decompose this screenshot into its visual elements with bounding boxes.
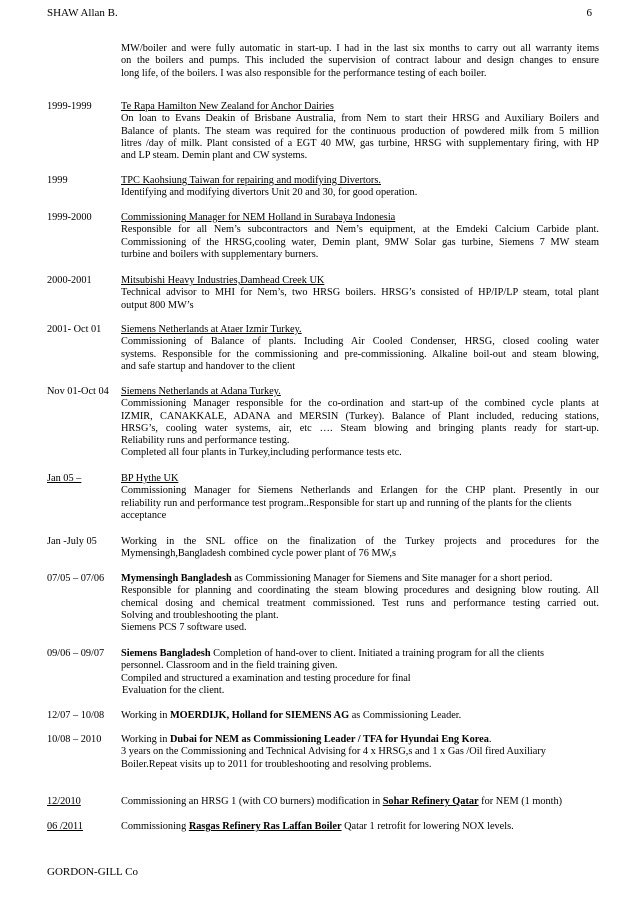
entry-line: Commissioning Manager for Siemens Netherlands and Erlangen for the CHP plant. Presently in our [121, 485, 599, 497]
entry-line: On loan to Evans Deakin of Brisbane Australia, from Nem to start their HRSG and Auxiliary Boilers and [121, 113, 599, 125]
intro-line: long life, of the boilers. I was also responsible for the performance testing of each boiler. [121, 67, 487, 79]
entry-line: Balance of plants. The steam was required for the continuous production of powdered milk from 5 million [121, 125, 599, 137]
entry-post: for NEM (1 month) [478, 796, 563, 807]
entry-date: Jan 05 – [47, 473, 82, 484]
entry-line: Working in the SNL office on the finalization of the Turkey projects and procedures for the [121, 536, 599, 547]
entry-title: Te Rapa Hamilton New Zealand for Anchor Dairies [121, 101, 334, 112]
entry-line: Commissioning of the HRSG,cooling water, Demin plant, 9MW Solar gas turbine, Siemens 7 MW steam [121, 236, 599, 248]
entry-line: Reliability runs and performance testing. [121, 435, 290, 447]
author-name: SHAW Allan B. [47, 7, 118, 19]
entry-line: and LP steam. Demin plant and CW systems. [121, 150, 308, 162]
entry-lead-rest: Completion of hand-over to client. Initiated a training program for all the clients [210, 648, 544, 659]
entry-line: chemical dosing and chemical treatment commissioned. Test runs and performance testing carried out. [121, 597, 599, 609]
entry-date: 09/06 – 09/07 [47, 648, 105, 659]
entry-line: 3 years on the Commissioning and Technical Advising for 4 x HRSG,s and 1 x Gas /Oil fired Auxiliary [121, 746, 546, 758]
entry-date: 12/07 – 10/08 [47, 710, 105, 721]
entry-date: 1999-1999 [47, 101, 92, 112]
entry-line: Mymensingh,Bangladesh combined cycle power plant of 76 MW,s [121, 548, 397, 560]
entry-date: 2001- Oct 01 [47, 324, 102, 335]
entry-date: 06 /2011 [47, 821, 83, 832]
entry-pre: Commissioning an HRSG 1 (with CO burners) modification in [121, 796, 383, 807]
entry-pre: Commissioning [121, 821, 189, 832]
entry-line: Compiled and structured a examination and testing procedure for final [121, 672, 411, 684]
entry-date: Nov 01-Oct 04 [47, 386, 109, 397]
entry-line: IZMIR, CANAKKALE, ADANA and MERSIN (Turkey). Balance of Plant included, reducing stations, [121, 410, 599, 422]
entry-title: TPC Kaohsiung Taiwan for repairing and modifying Divertors. [121, 175, 381, 186]
entry-line: Solving and troubleshooting the plant. [121, 609, 279, 621]
entry-post: as Commissioning Leader. [349, 710, 462, 721]
entry-line: personnel. Classroom and in the field training given. [121, 660, 338, 672]
entry-line: turbine and boilers with supplementary burners. [121, 248, 319, 260]
entry-title: Commissioning Manager for NEM Holland in Surabaya Indonesia [121, 212, 396, 223]
entry-bold: MOERDIJK, Holland for SIEMENS AG [169, 710, 350, 721]
entry-bold-lead: Siemens Bangladesh [121, 648, 211, 659]
entry-bold: Dubai for NEM as Commissioning Leader / TFA for Hyundai Eng Korea [169, 734, 489, 745]
entry-line: HRSG’s, cooling water systems, air, etc …. Steam blowing and bringing plants ready for start-up. [121, 422, 599, 434]
entry-line: Commissioning of Balance of plants. Including Air Cooled Condenser, HRSG, closed cooling water [121, 336, 599, 348]
footer-company: GORDON-GILL Co [47, 866, 138, 878]
entry-line: Boiler.Repeat visits up to 2011 for troubleshooting and resolving problems. [121, 758, 432, 770]
entry-line: reliability run and performance test program..Responsible for start up and running of the plants for the clients [121, 497, 572, 509]
entry-title: Siemens Netherlands at Adana Turkey. [121, 386, 281, 397]
intro-line: on the boilers and pumps. This included the supervision of contract labour and design changes to ensure [121, 55, 599, 67]
entry-date: 10/08 – 2010 [47, 734, 102, 745]
entry-title: Mitsubishi Heavy Industries,Damhead Creek UK [121, 275, 325, 286]
entry-line: litres /day of milk. Plant consisted of a EGT 40 MW, gas turbine, HRSG with supplementary firing, with HP [121, 137, 599, 149]
entry-line: and safe startup and handover to the client [121, 360, 296, 372]
page-footer [47, 866, 138, 878]
entry-post: . [488, 734, 492, 745]
entry-lead-rest: as Commissioning Manager for Siemens and Site manager for a short period. [231, 573, 553, 584]
entry-pre: Working in [121, 710, 170, 721]
entry-line: Technical advisor to MHI for Nem’s, two HRSG boilers. HRSG’s consisted of HP/IP/LP steam, total plant [121, 287, 599, 299]
intro-line: MW/boiler and were fully automatic in start-up. I had in the last six months to carry out all warranty items [121, 43, 599, 54]
entry-date: 07/05 – 07/06 [47, 573, 105, 584]
entry-bold-lead: Mymensingh Bangladesh [121, 573, 232, 584]
entry-date: 1999 [47, 175, 68, 186]
entry-line: Identifying and modifying divertors Unit 20 and 30, for good operation. [121, 187, 418, 199]
entry-line: Siemens PCS 7 software used. [121, 622, 247, 634]
entry-pre: Working in [121, 734, 170, 745]
page-header [47, 7, 592, 19]
entry-line: Evaluation for the client. [122, 684, 225, 696]
entry-date: 1999-2000 [47, 212, 92, 223]
entry-line: Completed all four plants in Turkey,including performance tests etc. [121, 447, 402, 459]
entry-line: output 800 MW’s [121, 299, 194, 311]
entry-line: Commissioning Manager responsible for the co-ordination and start-up of the combined cycle plants at [121, 398, 599, 410]
entry-bold: Rasgas Refinery Ras Laffan Boiler [188, 821, 342, 832]
entry-date: 2000-2001 [47, 275, 92, 286]
entry-line: acceptance [121, 509, 167, 521]
entry-title: BP Hythe UK [121, 473, 179, 484]
page-number: 6 [586, 7, 592, 19]
entry-line: Responsible for planning and coordinating the steam blowing procedures and designing blow routing. All [121, 585, 599, 597]
entry-title: Siemens Netherlands at Ataer Izmir Turkey. [121, 324, 302, 335]
entry-post: Qatar 1 retrofit for lowering NOX levels. [341, 821, 514, 832]
entry-date: Jan -July 05 [47, 536, 97, 547]
entry-line: Responsible for all Nem’s subcontractors and Nem’s equipment, at the Emdeki Calcium Carbide plant. [121, 224, 599, 236]
entry-line: systems. Responsible for the commissioning and pre-commissioning. Alkaline boil-out and steam blowing, [121, 348, 599, 360]
entry-bold: Sohar Refinery Qatar [382, 796, 479, 807]
entry-date: 12/2010 [47, 796, 81, 807]
